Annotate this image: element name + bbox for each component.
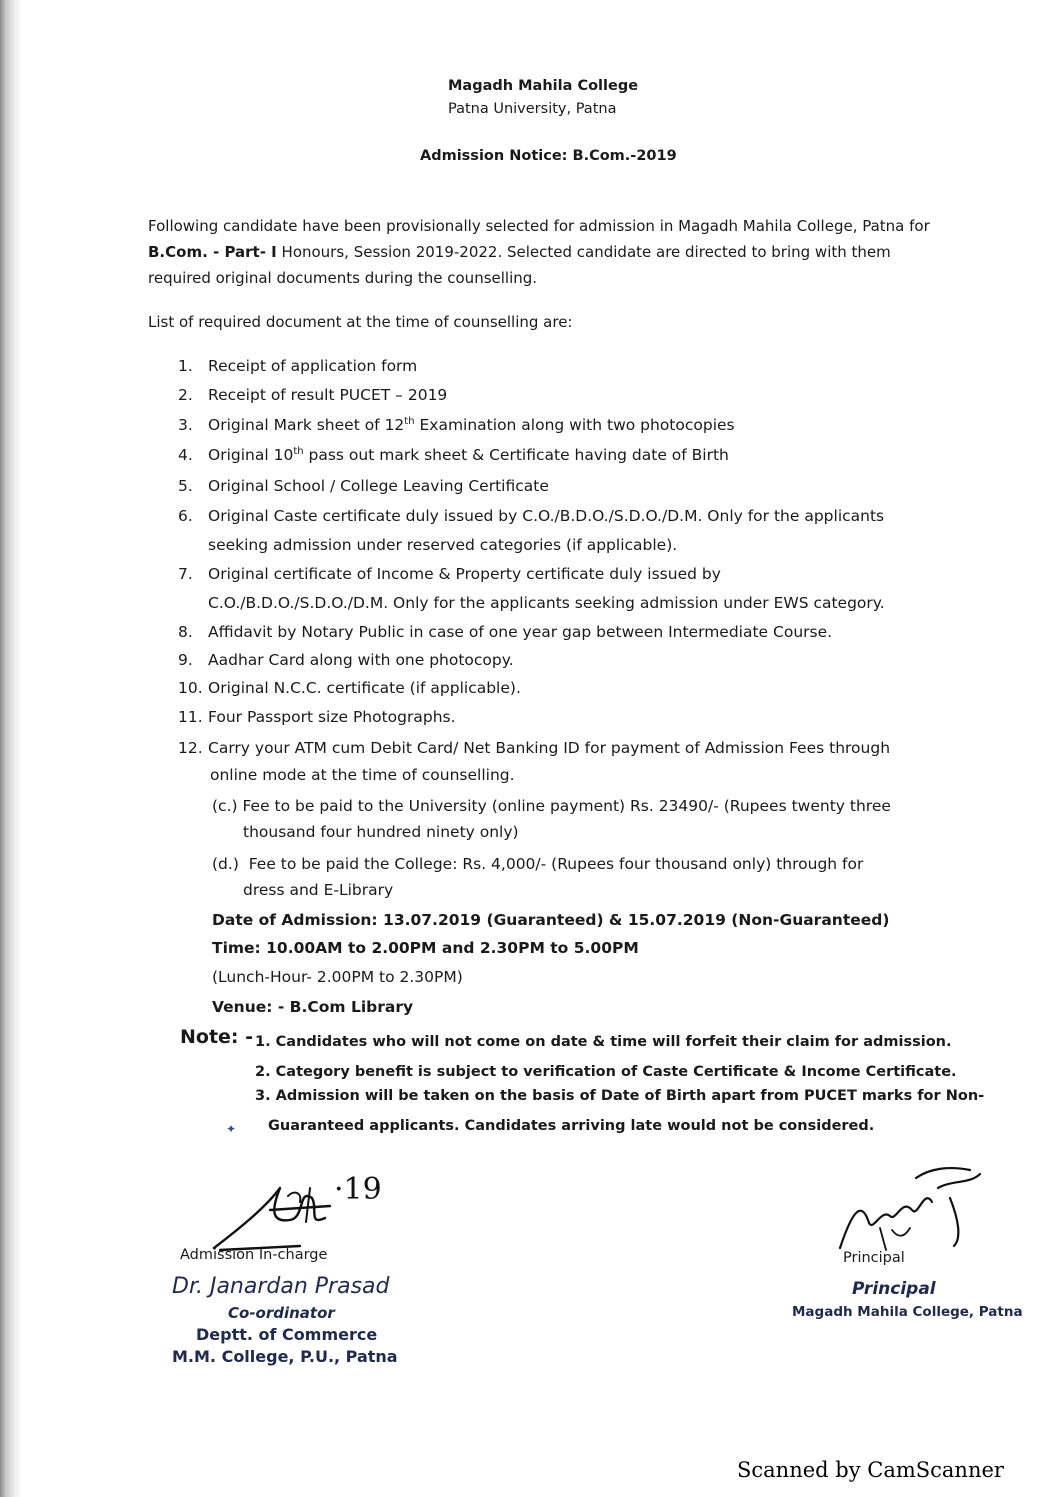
coordinator-stamp-dept: Deptt. of Commerce [196, 1325, 378, 1344]
intro-paragraph [148, 213, 938, 291]
note-item-1: 1. Candidates who will not come on date & time will forfeit their claim for admission. [255, 1034, 952, 1050]
intro-session: Honours, Session 2019-2022. Selected candidate are directed to bring with them [276, 243, 891, 261]
lunch-hour: (Lunch-Hour- 2.00PM to 2.30PM) [212, 968, 463, 986]
fee-item: (c.) Fee to be paid to the University (online payment) Rs. 23490/- (Rupees twenty three [212, 797, 891, 815]
list-item: 12. Carry your ATM cum Debit Card/ Net Banking ID for payment of Admission Fees through [178, 739, 891, 757]
list-item-continuation: C.O./B.D.O./S.D.O./D.M. Only for the applicants seeking admission under EWS category. [208, 594, 885, 612]
note-item-3-continuation: Guaranteed applicants. Candidates arriving late would not be considered. [268, 1118, 875, 1134]
list-item: 8. Affidavit by Notary Public in case of one year gap between Intermediate Course. [178, 623, 833, 641]
list-item: 2. Receipt of result PUCET – 2019 [178, 386, 448, 404]
list-item: 9. Aadhar Card along with one photocopy. [178, 651, 514, 669]
list-item: 7. Original certificate of Income & Property certificate duly issued by [178, 565, 721, 583]
list-item-continuation: online mode at the time of counselling. [210, 766, 515, 784]
intro-line-1: Following candidate have been provisionally selected for admission in Magadh Mahila College, Patna for [148, 217, 930, 235]
intro-line-2 [148, 239, 938, 265]
list-intro: List of required document at the time of counselling are: [148, 313, 573, 331]
fee-item-continuation: thousand four hundred ninety only) [243, 823, 519, 841]
list-item: 6. Original Caste certificate duly issued by C.O./B.D.O./S.D.O./D.M. Only for the applicants [178, 507, 885, 525]
note-label: Note: - [180, 1026, 254, 1048]
admission-incharge-label: Admission In-charge [180, 1247, 328, 1263]
admission-date: Date of Admission: 13.07.2019 (Guaranteed) & 15.07.2019 (Non-Guaranteed) [212, 911, 890, 929]
ink-dot: ✦ [226, 1122, 237, 1136]
scan-shadow-edge [0, 0, 22, 1497]
list-item: 3. Original Mark sheet of 12th Examination along with two photocopies [178, 416, 735, 435]
intro-program: B.Com. - Part- I [148, 243, 277, 261]
university-name: Patna University, Patna [448, 101, 617, 117]
venue: Venue: - B.Com Library [212, 998, 414, 1016]
college-name: Magadh Mahila College [448, 78, 639, 94]
notice-title: Admission Notice: B.Com.-2019 [420, 148, 677, 164]
coordinator-stamp-college: M.M. College, P.U., Patna [172, 1347, 398, 1366]
coordinator-stamp-title: Co-ordinator [228, 1304, 335, 1322]
fee-item-continuation: dress and E-Library [243, 881, 394, 899]
fee-item: (d.) Fee to be paid the College: Rs. 4,000/- (Rupees four thousand only) through for [212, 855, 864, 873]
principal-stamp-title: Principal [852, 1279, 936, 1299]
list-item: 11. Four Passport size Photographs. [178, 708, 456, 726]
principal-signature [820, 1158, 990, 1258]
list-item: 5. Original School / College Leaving Certificate [178, 477, 549, 495]
list-item: 4. Original 10th pass out mark sheet & Certificate having date of Birth [178, 446, 729, 465]
camscanner-watermark: Scanned by CamScanner [737, 1458, 1004, 1482]
coordinator-stamp-name: Dr. Janardan Prasad [172, 1274, 390, 1299]
note-item-3: 3. Admission will be taken on the basis of Date of Birth apart from PUCET marks for Non- [255, 1088, 985, 1104]
intro-line-3: required original documents during the counselling. [148, 269, 538, 287]
signature-date-scrawl: ·19 [334, 1172, 382, 1207]
list-item: 10. Original N.C.C. certificate (if applicable). [178, 679, 521, 697]
admission-time: Time: 10.00AM to 2.00PM and 2.30PM to 5.00PM [212, 939, 639, 957]
note-item-2: 2. Category benefit is subject to verification of Caste Certificate & Income Certificate. [255, 1064, 957, 1080]
list-item: 1. Receipt of application form [178, 357, 418, 375]
principal-label: Principal [843, 1250, 905, 1266]
principal-stamp-college: Magadh Mahila College, Patna [792, 1304, 1023, 1320]
list-item-continuation: seeking admission under reserved categories (if applicable). [208, 536, 678, 554]
